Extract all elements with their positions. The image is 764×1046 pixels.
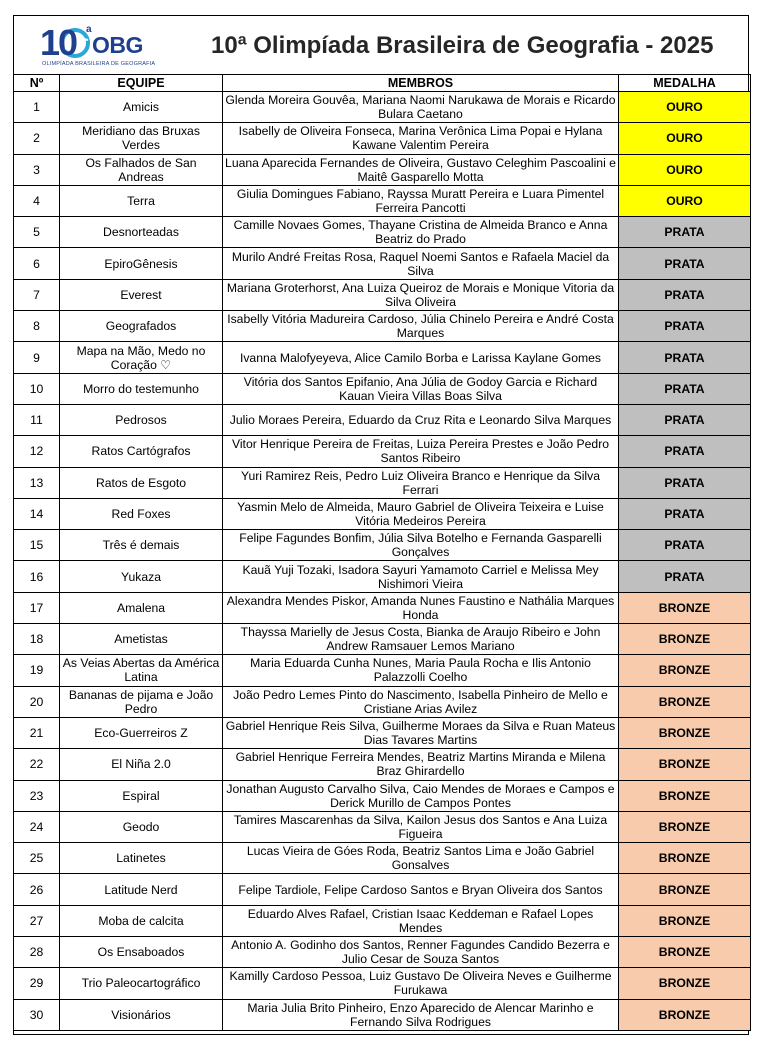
row-number: 8 bbox=[14, 311, 60, 342]
team-members: Felipe Fagundes Bonfim, Júlia Silva Botelho e Fernanda Gasparelli Gonçalves bbox=[223, 530, 619, 561]
medal-badge: PRATA bbox=[619, 279, 751, 310]
medal-badge: BRONZE bbox=[619, 905, 751, 936]
table-row bbox=[14, 530, 751, 561]
medal-badge: BRONZE bbox=[619, 937, 751, 968]
team-members: Felipe Tardiole, Felipe Cardoso Santos e Bryan Oliveira dos Santos bbox=[223, 874, 619, 905]
team-members: Antonio A. Godinho dos Santos, Renner Fagundes Candido Bezerra e Julio Cesar de Souza Santos bbox=[223, 937, 619, 968]
team-members: Gabriel Henrique Ferreira Mendes, Beatriz Martins Miranda e Milena Braz Ghirardello bbox=[223, 749, 619, 780]
header-team: EQUIPE bbox=[60, 75, 223, 92]
team-name: Geodo bbox=[60, 811, 223, 842]
table-row bbox=[14, 467, 751, 498]
team-name: Os Ensaboados bbox=[60, 937, 223, 968]
team-members: Murilo André Freitas Rosa, Raquel Noemi Santos e Rafaela Maciel da Silva bbox=[223, 248, 619, 279]
table-row bbox=[14, 404, 751, 435]
team-members: Tamires Mascarenhas da Silva, Kailon Jesus dos Santos e Ana Luiza Figueira bbox=[223, 811, 619, 842]
medal-badge: BRONZE bbox=[619, 780, 751, 811]
team-name: Os Falhados de San Andreas bbox=[60, 154, 223, 185]
team-members: Giulia Domingues Fabiano, Rayssa Muratt Pereira e Luara Pimentel Ferreira Pancotti bbox=[223, 185, 619, 216]
table-row bbox=[14, 874, 751, 905]
team-members: Vitor Henrique Pereira de Freitas, Luiza Pereira Prestes e João Pedro Santos Ribeiro bbox=[223, 436, 619, 467]
row-number: 23 bbox=[14, 780, 60, 811]
header-number: Nº bbox=[14, 75, 60, 92]
team-members: Kamilly Cardoso Pessoa, Luiz Gustavo De Oliveira Neves e Guilherme Furukawa bbox=[223, 968, 619, 999]
row-number: 20 bbox=[14, 686, 60, 717]
team-members: Yasmin Melo de Almeida, Mauro Gabriel de Oliveira Teixeira e Luise Vitória Medeiros Pereira bbox=[223, 498, 619, 529]
table-row bbox=[14, 154, 751, 185]
team-members: Kauã Yuji Tozaki, Isadora Sayuri Yamamoto Carriel e Melissa Mey Nishimori Vieira bbox=[223, 561, 619, 592]
document-header bbox=[14, 16, 748, 74]
team-members: Maria Eduarda Cunha Nunes, Maria Paula Rocha e Ilis Antonio Palazzolli Coelho bbox=[223, 655, 619, 686]
table-row bbox=[14, 780, 751, 811]
medal-badge: OURO bbox=[619, 123, 751, 154]
medal-badge: BRONZE bbox=[619, 874, 751, 905]
table-row bbox=[14, 123, 751, 154]
team-name: Pedrosos bbox=[60, 404, 223, 435]
row-number: 13 bbox=[14, 467, 60, 498]
table-row bbox=[14, 342, 751, 373]
team-members: Isabelly Vitória Madureira Cardoso, Júlia Chinelo Pereira e André Costa Marques bbox=[223, 311, 619, 342]
table-row bbox=[14, 749, 751, 780]
team-members: Luana Aparecida Fernandes de Oliveira, Gustavo Celeghim Pascoalini e Maitê Gasparello Motta bbox=[223, 154, 619, 185]
table-row bbox=[14, 279, 751, 310]
row-number: 18 bbox=[14, 624, 60, 655]
row-number: 14 bbox=[14, 498, 60, 529]
logo-superscript: a bbox=[86, 24, 92, 35]
team-name: Moba de calcita bbox=[60, 905, 223, 936]
table-row bbox=[14, 92, 751, 123]
medal-badge: BRONZE bbox=[619, 968, 751, 999]
team-name: Bananas de pijama e João Pedro bbox=[60, 686, 223, 717]
row-number: 1 bbox=[14, 92, 60, 123]
team-name: Visionários bbox=[60, 999, 223, 1030]
table-row bbox=[14, 905, 751, 936]
row-number: 17 bbox=[14, 592, 60, 623]
table-row bbox=[14, 373, 751, 404]
team-name: Trio Paleocartográfico bbox=[60, 968, 223, 999]
table-row bbox=[14, 561, 751, 592]
table-row bbox=[14, 217, 751, 248]
row-number: 12 bbox=[14, 436, 60, 467]
team-name: Latitude Nerd bbox=[60, 874, 223, 905]
team-name: Red Foxes bbox=[60, 498, 223, 529]
medal-badge: BRONZE bbox=[619, 811, 751, 842]
table-body bbox=[14, 92, 751, 1031]
team-name: As Veias Abertas da América Latina bbox=[60, 655, 223, 686]
medal-badge: BRONZE bbox=[619, 999, 751, 1030]
row-number: 5 bbox=[14, 217, 60, 248]
team-members: Isabelly de Oliveira Fonseca, Marina Verônica Lima Popai e Hylana Kawane Valentim Pereira bbox=[223, 123, 619, 154]
medal-badge: PRATA bbox=[619, 561, 751, 592]
team-name: Mapa na Mão, Medo no Coração ♡ bbox=[60, 342, 223, 373]
row-number: 10 bbox=[14, 373, 60, 404]
team-members: Thayssa Marielly de Jesus Costa, Bianka de Araujo Ribeiro e John Andrew Ramsauer Lemos Mariano bbox=[223, 624, 619, 655]
table-row bbox=[14, 311, 751, 342]
team-name: Desnorteadas bbox=[60, 217, 223, 248]
medal-badge: PRATA bbox=[619, 467, 751, 498]
document-title: 10ª Olimpíada Brasileira de Geografia - 2025 bbox=[211, 32, 714, 59]
row-number: 22 bbox=[14, 749, 60, 780]
team-members: Vitória dos Santos Epifanio, Ana Júlia de Godoy Garcia e Richard Kauan Vieira Villas Boas Silva bbox=[223, 373, 619, 404]
medal-badge: OURO bbox=[619, 154, 751, 185]
team-name: Três é demais bbox=[60, 530, 223, 561]
table-row bbox=[14, 655, 751, 686]
medal-badge: BRONZE bbox=[619, 749, 751, 780]
table-row bbox=[14, 843, 751, 874]
medal-badge: PRATA bbox=[619, 373, 751, 404]
team-name: Amicis bbox=[60, 92, 223, 123]
row-number: 15 bbox=[14, 530, 60, 561]
table-header-row bbox=[14, 75, 751, 92]
row-number: 2 bbox=[14, 123, 60, 154]
table-row bbox=[14, 686, 751, 717]
medal-badge: BRONZE bbox=[619, 717, 751, 748]
table-row bbox=[14, 592, 751, 623]
medal-badge: PRATA bbox=[619, 436, 751, 467]
table-row bbox=[14, 717, 751, 748]
team-name: Ametistas bbox=[60, 624, 223, 655]
team-members: Glenda Moreira Gouvêa, Mariana Naomi Narukawa de Morais e Ricardo Bulara Caetano bbox=[223, 92, 619, 123]
table-row bbox=[14, 248, 751, 279]
team-members: Julio Moraes Pereira, Eduardo da Cruz Rita e Leonardo Silva Marques bbox=[223, 404, 619, 435]
header-medal: MEDALHA bbox=[619, 75, 751, 92]
row-number: 6 bbox=[14, 248, 60, 279]
team-name: Espiral bbox=[60, 780, 223, 811]
medal-badge: PRATA bbox=[619, 248, 751, 279]
medal-badge: PRATA bbox=[619, 217, 751, 248]
row-number: 21 bbox=[14, 717, 60, 748]
team-name: Latinetes bbox=[60, 843, 223, 874]
team-name: Terra bbox=[60, 185, 223, 216]
row-number: 9 bbox=[14, 342, 60, 373]
team-name: Meridiano das Bruxas Verdes bbox=[60, 123, 223, 154]
row-number: 25 bbox=[14, 843, 60, 874]
row-number: 7 bbox=[14, 279, 60, 310]
medal-badge: OURO bbox=[619, 92, 751, 123]
team-name: Everest bbox=[60, 279, 223, 310]
row-number: 16 bbox=[14, 561, 60, 592]
team-members: Alexandra Mendes Piskor, Amanda Nunes Faustino e Nathália Marques Honda bbox=[223, 592, 619, 623]
medal-badge: BRONZE bbox=[619, 655, 751, 686]
logo-subtitle: OLIMPÍADA BRASILEIRA DE GEOGRAFIA bbox=[42, 61, 156, 67]
team-members: Maria Julia Brito Pinheiro, Enzo Aparecido de Alencar Marinho e Fernando Silva Rodrigues bbox=[223, 999, 619, 1030]
row-number: 26 bbox=[14, 874, 60, 905]
team-name: El Niña 2.0 bbox=[60, 749, 223, 780]
header-members: MEMBROS bbox=[223, 75, 619, 92]
table-row bbox=[14, 811, 751, 842]
team-members: Eduardo Alves Rafael, Cristian Isaac Keddeman e Rafael Lopes Mendes bbox=[223, 905, 619, 936]
logo-text: OBG bbox=[92, 32, 143, 58]
team-name: Amalena bbox=[60, 592, 223, 623]
medal-badge: BRONZE bbox=[619, 686, 751, 717]
row-number: 24 bbox=[14, 811, 60, 842]
medal-badge: PRATA bbox=[619, 404, 751, 435]
table-row bbox=[14, 968, 751, 999]
row-number: 19 bbox=[14, 655, 60, 686]
team-members: Ivanna Malofyeyeva, Alice Camilo Borba e Larissa Kaylane Gomes bbox=[223, 342, 619, 373]
table-row bbox=[14, 185, 751, 216]
results-table bbox=[13, 74, 751, 1031]
team-name: Geografados bbox=[60, 311, 223, 342]
team-name: EpiroGênesis bbox=[60, 248, 223, 279]
logo-number: 10 bbox=[40, 22, 77, 63]
row-number: 4 bbox=[14, 185, 60, 216]
team-members: Yuri Ramirez Reis, Pedro Luiz Oliveira Branco e Henrique da Silva Ferrari bbox=[223, 467, 619, 498]
table-row bbox=[14, 498, 751, 529]
team-members: Lucas Vieira de Góes Roda, Beatriz Santos Lima e João Gabriel Gonsalves bbox=[223, 843, 619, 874]
team-members: João Pedro Lemes Pinto do Nascimento, Isabella Pinheiro de Mello e Cristiane Arias Avilez bbox=[223, 686, 619, 717]
table-row bbox=[14, 624, 751, 655]
row-number: 28 bbox=[14, 937, 60, 968]
medal-badge: OURO bbox=[619, 185, 751, 216]
team-name: Eco-Guerreiros Z bbox=[60, 717, 223, 748]
medal-badge: PRATA bbox=[619, 311, 751, 342]
medal-badge: PRATA bbox=[619, 342, 751, 373]
row-number: 27 bbox=[14, 905, 60, 936]
team-members: Jonathan Augusto Carvalho Silva, Caio Mendes de Moraes e Campos e Derick Murillo de Campos Pontes bbox=[223, 780, 619, 811]
row-number: 11 bbox=[14, 404, 60, 435]
row-number: 30 bbox=[14, 999, 60, 1030]
table-row bbox=[14, 937, 751, 968]
team-members: Camille Novaes Gomes, Thayane Cristina de Almeida Branco e Anna Beatriz do Prado bbox=[223, 217, 619, 248]
team-name: Morro do testemunho bbox=[60, 373, 223, 404]
medal-badge: PRATA bbox=[619, 530, 751, 561]
medal-badge: PRATA bbox=[619, 498, 751, 529]
row-number: 29 bbox=[14, 968, 60, 999]
team-name: Ratos de Esgoto bbox=[60, 467, 223, 498]
medal-badge: BRONZE bbox=[619, 843, 751, 874]
team-members: Mariana Groterhorst, Ana Luiza Queiroz de Morais e Monique Vitoria da Silva Oliveira bbox=[223, 279, 619, 310]
obg-logo bbox=[40, 22, 180, 70]
team-name: Ratos Cartógrafos bbox=[60, 436, 223, 467]
team-members: Gabriel Henrique Reis Silva, Guilherme Moraes da Silva e Ruan Mateus Dias Tavares Martins bbox=[223, 717, 619, 748]
table-row bbox=[14, 436, 751, 467]
medal-badge: BRONZE bbox=[619, 624, 751, 655]
medal-badge: BRONZE bbox=[619, 592, 751, 623]
row-number: 3 bbox=[14, 154, 60, 185]
table-row bbox=[14, 999, 751, 1030]
team-name: Yukaza bbox=[60, 561, 223, 592]
